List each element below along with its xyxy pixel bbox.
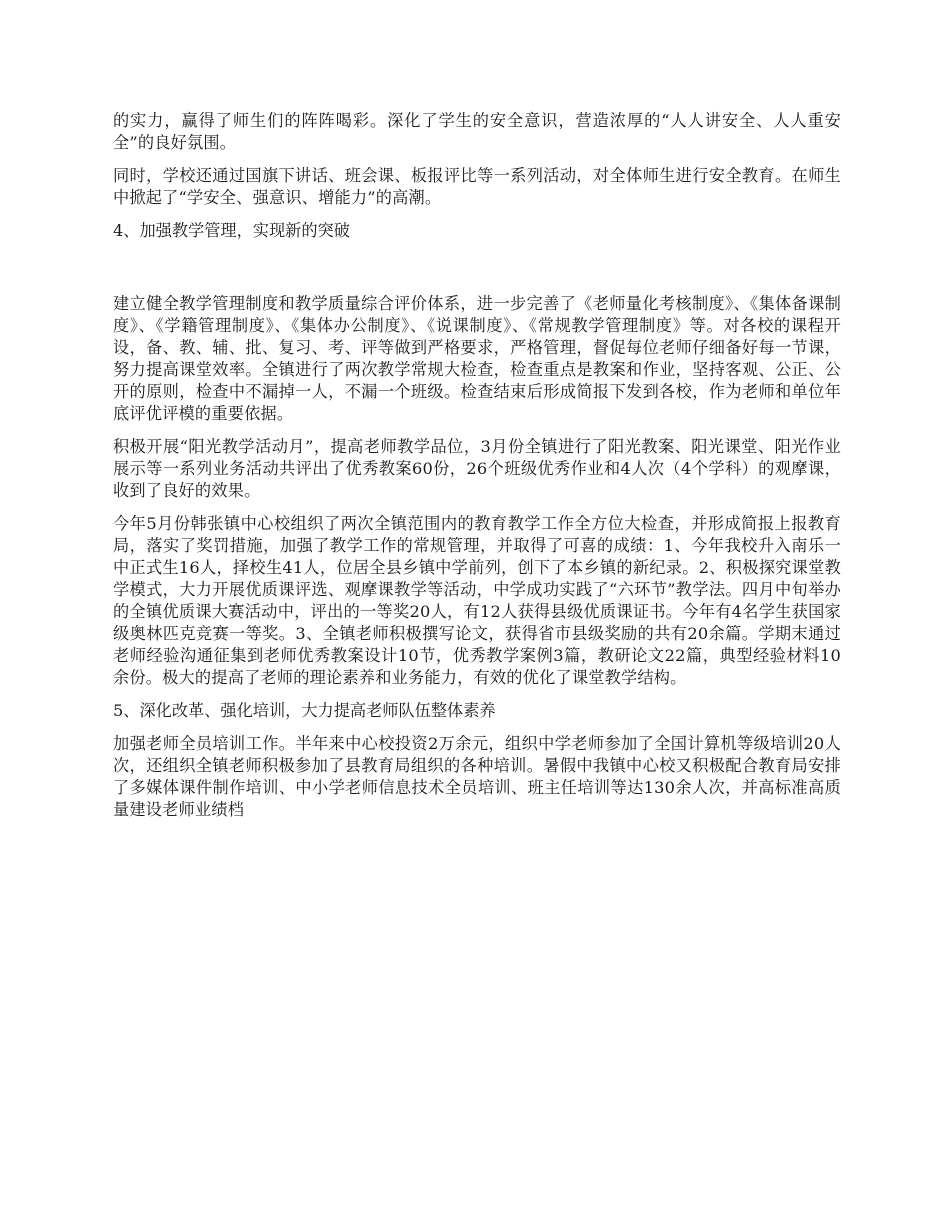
paragraph-safety-awareness: 的实力，赢得了师生们的阵阵喝彩。深化了学生的安全意识，营造浓厚的“人人讲安全、人人重安全”的良好氛围。 bbox=[113, 111, 841, 152]
section-heading-teaching-management: 4、加强教学管理，实现新的突破 bbox=[113, 221, 350, 240]
paragraph-teacher-training: 加强老师全员培训工作。半年来中心校投资2万余元，组织中学老师参加了全国计算机等级培训20人次，还组织全镇老师积极参加了县教育局组织的各种培训。暑假中我镇中心校又积极配合教育局安排了多媒体课件制作培训、中小学老师信息技术全员培训、班主任培训等达130余人次，并高标准高质量建设老师业绩档 bbox=[113, 734, 841, 819]
document-page bbox=[113, 110, 841, 832]
paragraph-sunshine-month: 积极开展“阳光教学活动月”，提高老师教学品位，3月份全镇进行了阳光教案、阳光课堂、阳光作业展示等一系列业务活动共评出了优秀教案60份，26个班级优秀作业和4人次（4个学科）的观摩课，收到了良好的效果。 bbox=[113, 437, 841, 500]
paragraph-management-system: 建立健全教学管理制度和教学质量综合评价体系，进一步完善了《老师量化考核制度》、《集体备课制度》、《学籍管理制度》、《集体办公制度》、《说课制度》、《常规教学管理制度》等。对各校的课程开设，备、教、辅、批、复习、考、评等做到严格要求，严格管理，督促每位老师仔细备好每一节课，努力提高课堂效率。全镇进行了两次教学常规大检查，检查重点是教案和作业，坚持客观、公正、公开的原则，检查中不漏掉一人，不漏一个班级。检查结束后形成简报下发到各校，作为老师和单位年底评优评模的重要依据。 bbox=[113, 294, 841, 423]
section-heading-training: 5、深化改革、强化培训，大力提高老师队伍整体素养 bbox=[113, 701, 496, 720]
blank-gap bbox=[113, 253, 841, 293]
paragraph-safety-activities: 同时，学校还通过国旗下讲话、班会课、板报评比等一系列活动，对全体师生进行安全教育。在师生中掀起了“学安全、强意识、增能力”的高潮。 bbox=[113, 166, 841, 207]
paragraph-inspection-results: 今年5月份韩张镇中心校组织了两次全镇范围内的教育教学工作全方位大检查，并形成简报上报教育局，落实了奖罚措施，加强了教学工作的常规管理，并取得了可喜的成绩：1、今年我校升入南乐一中正式生16人，择校生41人，位居全县乡镇中学前列，创下了本乡镇的新纪录。2、积极探究课堂教学模式，大力开展优质课评选、观摩课教学等活动，中学成功实践了“六环节”教学法。四月中旬举办的全镇优质课大赛活动中，评出的一等奖20人，有12人获得县级优质课证书。今年有4名学生获国家级奥林匹克竞赛一等奖。3、全镇老师积极撰写论文，获得省市县级奖励的共有20余篇。学期末通过老师经验沟通征集到老师优秀教案设计10节，优秀教学案例3篇，教研论文22篇，典型经验材料10余份。极大的提高了老师的理论素养和业务能力，有效的优化了课堂教学结构。 bbox=[113, 514, 841, 687]
